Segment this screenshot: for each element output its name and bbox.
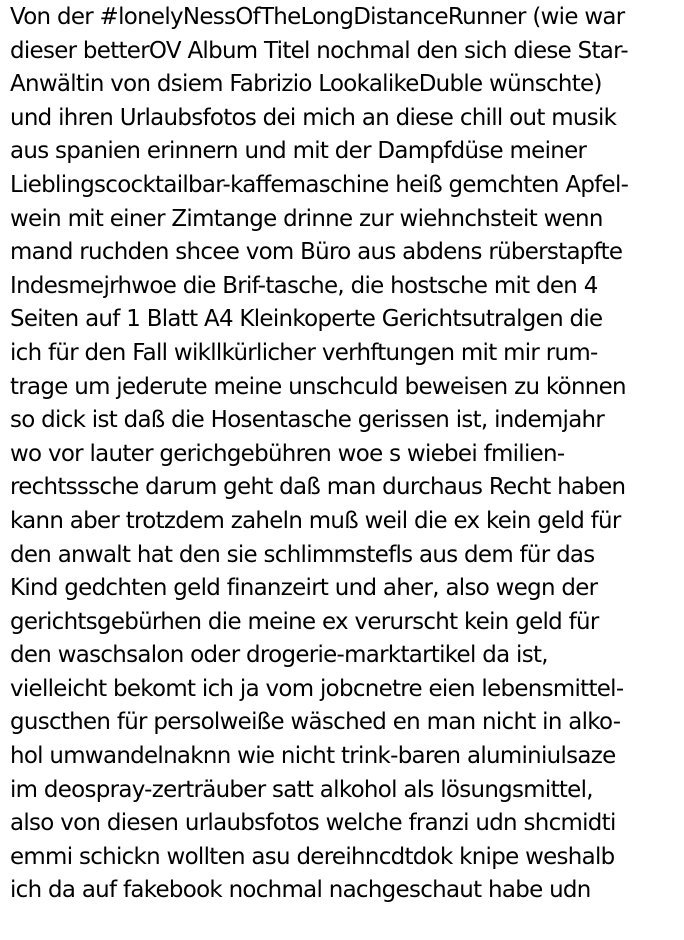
text-line-23: hol umwandelnaknn wie nicht trink-baren aluminiulsaze (10, 743, 616, 770)
text-line-9: Indesmejrhwoe die Brif-tasche, die hostsche mit den 4 (10, 272, 598, 299)
text-line-22: guscthen für persolweiße wäsched en man nicht in alko- (10, 709, 621, 736)
text-line-15: rechtsssche darum geht daß man durchaus Recht haben (10, 474, 626, 501)
text-line-16: kann aber trotzdem zaheln muß weil die ex kein geld für (10, 507, 621, 534)
text-line-19: gerichtsgebürhen die meine ex verurscht kein geld für (10, 608, 599, 635)
text-line-6: Lieblingscocktailbar-kaffemaschine heiß gemchten Apfel- (10, 171, 629, 198)
text-line-27: ich da auf fakebook nochmal nachgeschaut habe udn (10, 877, 591, 904)
text-line-17: den anwalt hat den sie schlimmstefls aus dem für das (10, 541, 595, 568)
text-line-5: aus spanien erinnern und mit der Dampfdüse meiner (10, 138, 587, 165)
text-line-3: Anwältin von dsiem Fabrizio LookalikeDuble wünschte) (10, 71, 602, 98)
text-line-2: dieser betterOV Album Titel nochmal den sich diese Star- (10, 37, 628, 64)
body-text (10, 1, 682, 908)
text-line-20: den waschsalon oder drogerie-marktartikel da ist, (10, 642, 548, 669)
text-line-26: emmi schickn wollten asu dereihncdtdok knipe weshalb (10, 843, 615, 870)
text-line-7: wein mit einer Zimtange drinne zur wiehnchsteit wenn (10, 205, 603, 232)
text-line-24: im deospray-zerträuber satt alkohol als lösungsmittel, (10, 776, 593, 803)
text-line-13: so dick ist daß die Hosentasche gerissen ist, indemjahr (10, 407, 605, 434)
text-line-14: wo vor lauter gerichgebühren woe s wiebei fmilien- (10, 440, 565, 467)
text-line-21: vielleicht bekomt ich ja vom jobcnetre eien lebensmittel- (10, 675, 624, 702)
text-line-12: trage um jederute meine unschculd beweisen zu können (10, 373, 626, 400)
text-line-11: ich für den Fall wikllkürlicher verhftungen mit mir rum- (10, 339, 598, 366)
text-line-8: mand ruchden shcee vom Büro aus abdens rüberstapfte (10, 239, 623, 266)
text-line-25: also von diesen urlaubsfotos welche franzi udn shcmidti (10, 810, 616, 837)
text-line-10: Seiten auf 1 Blatt A4 Kleinkoperte Gerichtsutralgen die (10, 306, 603, 333)
text-line-18: Kind gedchten geld finanzeirt und aher, also wegn der (10, 575, 598, 602)
text-line-1: Von der #lonelyNessOfTheLongDistanceRunner (wie war (10, 4, 625, 30)
text-line-4: und ihren Urlaubsfotos dei mich an diese chill out musik (10, 104, 617, 131)
